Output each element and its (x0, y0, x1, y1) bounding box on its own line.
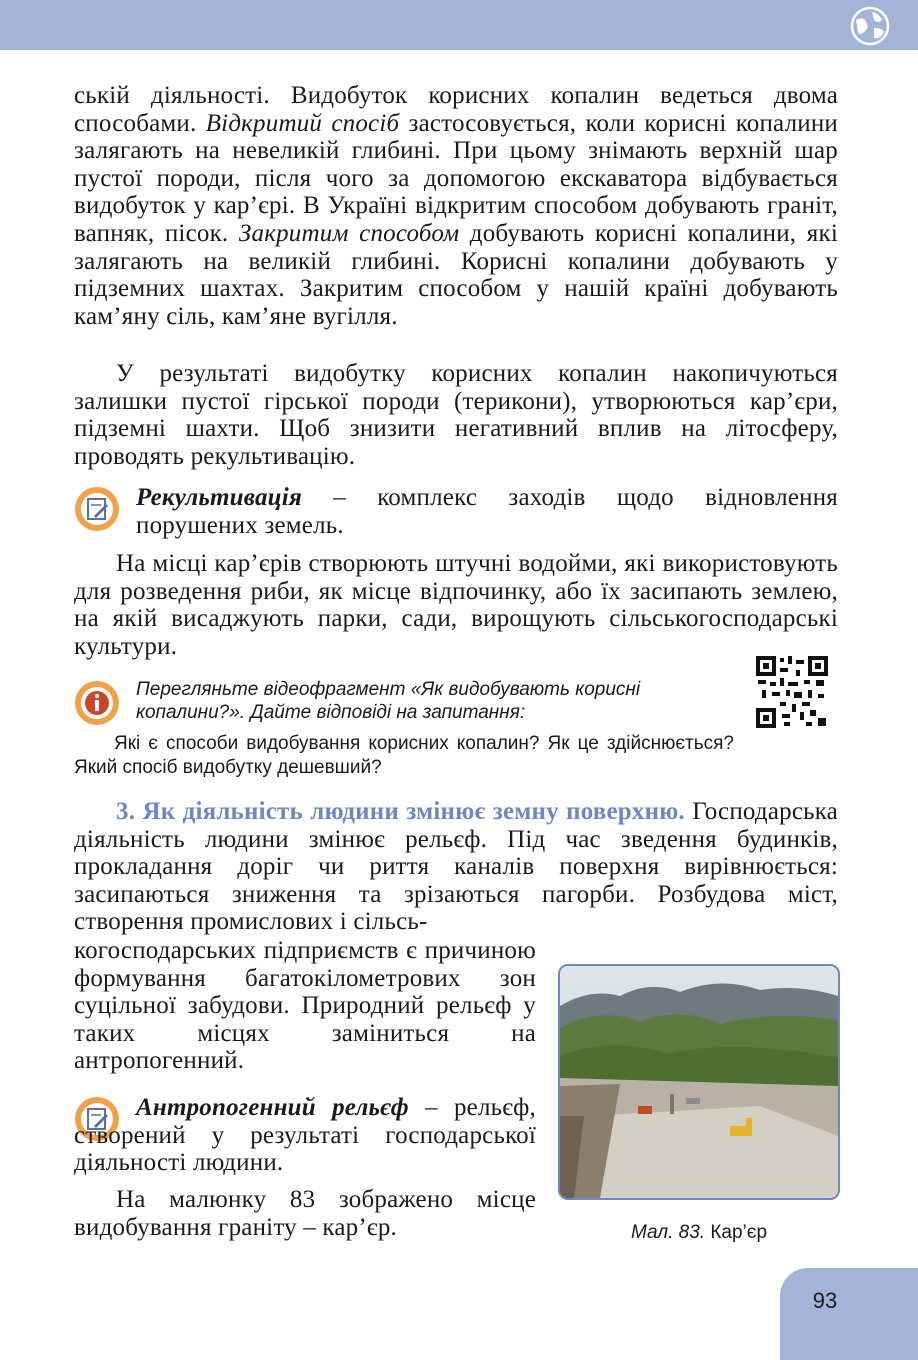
page-number-tab (780, 1268, 918, 1360)
info-questions: Які є способи видобування корисних копалин? Як це здійснюється? Який спосіб видобутку дешевший? (74, 733, 734, 778)
term-closed-method: Закритим способом (238, 219, 460, 247)
paragraph-mining-methods: ській діяльності. Видобуток корисних копалин ведеться двома способами. Відкритий спосіб застосовується, коли корисні копалини залягають на невеликій глибині. При цьому знімають верхній шар пустої породи, після чого за допомогою екскаватора відбувається видобуток у кар’єрі. В Україні відкритим способом добувають граніт, вапняк, пісок. Закритим способом добувають корисні копалини, які залягають на великій глибині. Корисні копалини добувають у підземних шахтах. Закритим способом у нашій країні добувають кам’яну сіль, кам’яне вугілля. (74, 82, 838, 330)
qr-code[interactable] (756, 656, 828, 728)
globe-icon (850, 6, 890, 46)
paragraph-mining-consequences: У результаті видобутку корисних копалин накопичуються залишки пустої гірської породи (терикони), утворюються кар’єри, підземні шахти. Щоб знизити негативний вплив на літосферу, проводять рекультивацію. (74, 360, 838, 470)
paragraph-figure-reference: На малюнку 83 зображено місце видобування граніту – кар’єр. (74, 1186, 536, 1241)
info-video-task: Перегляньте відеофрагмент «Як видобувають корисні копалини?». Дайте відповіді на запитання: (136, 679, 641, 723)
page-number: 93 (812, 1288, 838, 1313)
definition-anthropogenic-relief: Антропогенний рельєф – рельєф, створений у результаті господарської діяльності людини. (74, 1094, 536, 1177)
definition-note-icon (74, 486, 120, 532)
info-icon (74, 680, 120, 726)
definition-recultivation: Рекультивація – комплекс заходів щодо відновлення порушених земель. (136, 484, 838, 539)
figure-caption: Мал. 83. Кар’єр (630, 1222, 768, 1243)
paragraph-urban-sprawl: когосподарських підприємств є причиною формування багатокілометрових зон суцільної забудови. Природний рельєф у таких місцях заміниться на антропогенний. (74, 937, 536, 1075)
term-open-method: Відкритий спосіб (205, 109, 400, 137)
section-3-intro: 3. Як діяльність людини змінює земну поверхню. Господарська діяльність людини змінює рельєф. Під час зведення будинків, прокладання доріг чи риття каналів поверхня вирівнюється: засипаються зниження та зрізаються пагорби. Розбудова міст, створення промислових і сільсь- (74, 798, 838, 936)
section-heading: 3. Як діяльність людини змінює земну поверхню. (116, 798, 685, 825)
header-band (0, 0, 918, 50)
paragraph-quarry-reuse: На місці кар’єрів створюють штучні водойми, які використовують для розведення риби, як місце відпочинку, або їх засипають землею, на якій висаджують парки, сади, вирощують сільськогосподарські культури. (74, 550, 838, 660)
quarry-photo (558, 964, 840, 1200)
